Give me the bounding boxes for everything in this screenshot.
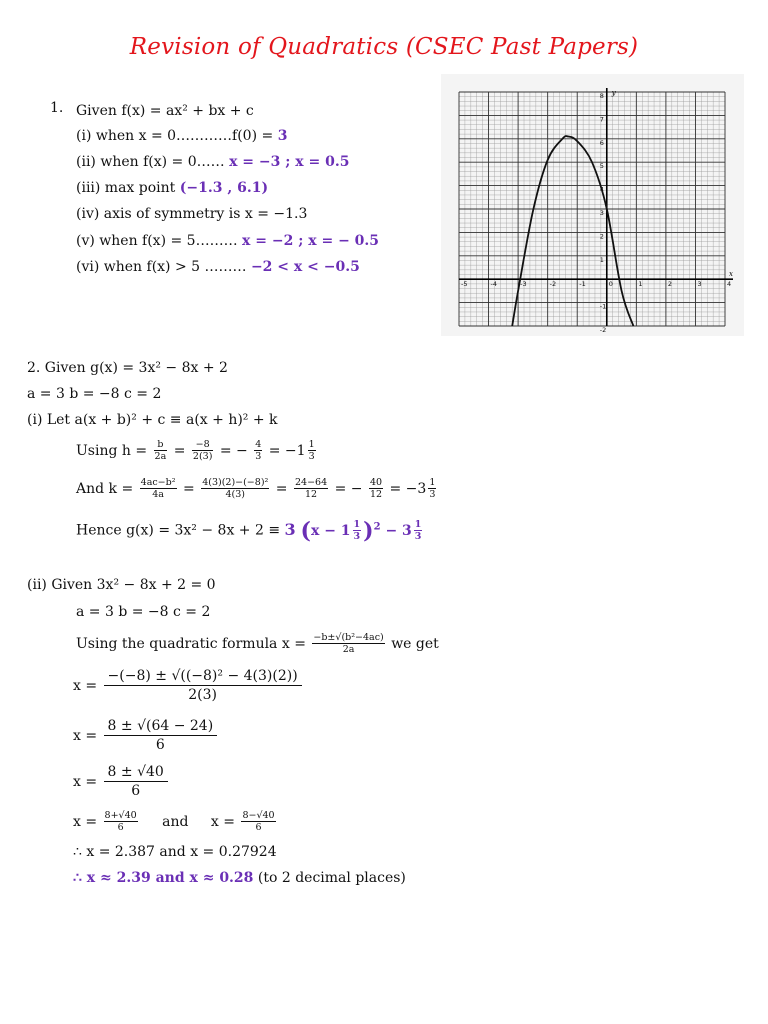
q2-part-i-let: (i) Let a(x + b)² + c ≡ a(x + h)² + k: [27, 412, 278, 428]
x-tick-label: -3: [520, 280, 527, 289]
y-tick-label: 6: [599, 138, 604, 147]
quadratic-formula-fraction: $\frac{\text{−b±√(b²−4ac)}}{2a}$: [313, 632, 384, 655]
y-tick-label: 4: [599, 185, 604, 194]
k-mixed-fraction: $\frac{1}{3}$: [429, 477, 436, 500]
root-minus-fraction: $\frac{8-√40}{6}$: [242, 810, 275, 833]
q1-part-v: [76, 232, 379, 250]
final-answer: ∴ x ≈ 2.39 and x ≈ 0.28: [73, 870, 254, 886]
q1-vi-text: (vi) when f(x) > 5 ………: [76, 259, 251, 275]
x-tick-label: 3: [697, 280, 702, 289]
q1-i-text: (i) when x = 0…………f(0) =: [76, 128, 278, 144]
q1-v-answer: x = −2 ; x = − 0.5: [242, 233, 380, 249]
q1-part-i: [76, 127, 287, 145]
q2-hence-line: [76, 512, 424, 546]
y-tick-label: 5: [599, 162, 604, 171]
x-tick-label: 1: [638, 280, 643, 289]
step-2-fraction: $\frac{8 \pm √(64 - 24)}{6}$: [104, 718, 218, 754]
q1-given: Given f(x) = ax² + bx + c: [76, 103, 254, 119]
step-1: [73, 666, 304, 706]
q1-vi-answer: −2 < x < −0.5: [250, 259, 360, 275]
q1-i-answer: 3: [277, 128, 288, 144]
hence-text: Hence g(x) = 3x² − 8x + 2 ≡: [76, 522, 285, 539]
q2-coefficients: a = 3 b = −8 c = 2: [27, 386, 162, 402]
y-tick-label: 7: [599, 115, 604, 124]
x-equals: x =: [210, 814, 235, 830]
equals-mixed: = −3: [389, 481, 427, 497]
q1-part-ii: [76, 153, 349, 171]
h-fraction-1: $\frac{b}{2a}$: [154, 439, 167, 462]
equals-neg: = −: [334, 481, 363, 497]
q1-ii-text: (ii) when f(x) = 0……: [76, 154, 230, 170]
q1-part-vi: [76, 258, 360, 276]
quadratic-graph: [441, 74, 744, 336]
k-fraction-3: $\frac{24-64}{12}$: [294, 477, 328, 500]
k-label: And k =: [76, 481, 134, 497]
q1-iii-answer: (−1.3 , 6.1): [179, 180, 269, 196]
x-tick-label: 4: [727, 280, 732, 289]
q2-h-line: [76, 438, 318, 464]
x-equals: x =: [73, 774, 98, 790]
y-tick-label: 2: [599, 232, 604, 241]
x-tick-label: 2: [667, 280, 673, 289]
final-answer-line: [73, 869, 406, 887]
y-tick-label: -2: [599, 326, 607, 334]
y-tick-label: 1: [599, 255, 604, 264]
equals: =: [173, 443, 186, 459]
x-equals: x =: [73, 678, 98, 694]
x-equals: x =: [73, 814, 98, 830]
q1-part-iii: [76, 179, 268, 197]
x-tick-label: 0: [608, 280, 613, 289]
q1-iii-text: (iii) max point: [76, 180, 180, 196]
h-fraction-3: $\frac{4}{3}$: [255, 439, 262, 462]
quadratic-formula-line: [76, 630, 439, 658]
q2-part-ii-coefficients: a = 3 b = −8 c = 2: [76, 604, 211, 620]
completed-square-form: 3 (x − 1 $\frac{1}{3}$ )$^2$ − 3 $\frac{1}{3}$: [284, 517, 422, 544]
q1-v-text: (v) when f(x) = 5………: [76, 233, 243, 249]
y-tick-label: 8: [599, 92, 604, 100]
x-tick-label: -5: [461, 280, 468, 289]
step-3-fraction: $\frac{8 \pm √40}{6}$: [104, 764, 168, 800]
qf-text: Using the quadratic formula x =: [76, 636, 306, 652]
step-3: [73, 762, 170, 802]
x-tick-label: -4: [490, 280, 498, 289]
graph-background: [441, 74, 744, 336]
h-fraction-2: $\frac{-8}{2(3)}$: [192, 439, 213, 462]
equals-neg: = −: [219, 443, 248, 459]
q2-part-ii-given: (ii) Given 3x² − 8x + 2 = 0: [27, 577, 216, 593]
step-1-fraction: $\frac{\text{−(−8) ± √((−8)² − 4(3)(2))}}{2(3)}$: [104, 668, 302, 704]
y-axis-label: y: [611, 89, 616, 97]
equals-mixed: = −1: [268, 443, 306, 459]
k-fraction-4: $\frac{40}{12}$: [369, 477, 383, 500]
step-4: [73, 808, 278, 836]
x-tick-label: -2: [549, 280, 557, 289]
q1-ii-answer: x = −3 ; x = 0.5: [229, 154, 350, 170]
q2-given: 2. Given g(x) = 3x² − 8x + 2: [27, 360, 228, 376]
root-plus-fraction: $\frac{8+√40}{6}$: [104, 810, 137, 833]
y-tick-label: 3: [599, 209, 604, 217]
h-mixed-fraction: $\frac{1}{3}$: [308, 439, 315, 462]
y-tick-label: -1: [599, 302, 607, 311]
x-tick-label: -1: [579, 280, 586, 289]
k-fraction-1: $\frac{\text{4ac−b²}}{4a}$: [140, 477, 176, 500]
final-note: (to 2 decimal places): [257, 870, 406, 886]
and-word: and: [162, 814, 189, 830]
q1-number: 1.: [50, 100, 64, 116]
step-2: [73, 716, 219, 756]
x-axis-label: x: [729, 270, 733, 279]
q1-part-iv: (iv) axis of symmetry is x = −1.3: [76, 206, 308, 222]
qf-suffix: we get: [391, 636, 439, 652]
k-fraction-2: $\frac{\text{4(3)(2)−(−8)²}}{4(3)}$: [202, 477, 269, 500]
h-label: Using h =: [76, 443, 148, 459]
step-5-decimals: ∴ x = 2.387 and x = 0.27924: [73, 844, 277, 860]
equals: =: [183, 481, 195, 497]
q2-k-line: [76, 476, 438, 502]
page-title: Revision of Quadratics (CSEC Past Papers): [129, 34, 639, 60]
equals: =: [275, 481, 288, 497]
x-equals: x =: [73, 728, 98, 744]
